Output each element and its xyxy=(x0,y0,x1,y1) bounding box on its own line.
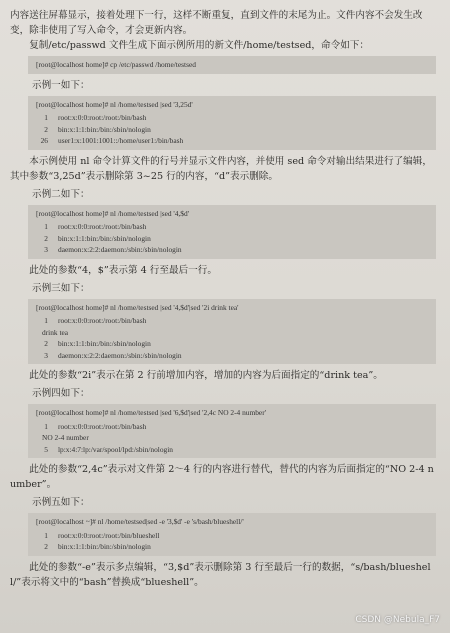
code-line xyxy=(36,221,430,233)
csdn-watermark: CSDN @Nebula_F7 xyxy=(355,615,440,625)
code-line-replaced xyxy=(36,432,430,444)
line-number: 1 xyxy=(44,113,48,122)
example-2-label: 示例二如下： xyxy=(32,188,90,200)
code-line xyxy=(36,233,430,245)
line-text: root:x:0:0:root:/root:/bin/bash xyxy=(58,421,147,431)
code-block-example-2 xyxy=(28,205,436,259)
code-line xyxy=(36,135,430,147)
code-line xyxy=(36,315,430,327)
code-command: [root@localhost home]# nl /home/testsed |sed '3,25d' xyxy=(36,99,193,109)
line-number: 2 xyxy=(44,124,48,134)
code-block-copy xyxy=(28,56,436,74)
code-line-inserted xyxy=(36,327,430,339)
code-block-example-5 xyxy=(28,513,436,556)
code-command: [root@localhost home]# nl /home/testsed |sed '4,$d' xyxy=(36,208,189,218)
line-number: 26 xyxy=(40,136,48,145)
code-line xyxy=(36,338,430,350)
line-text: bin:x:1:1:bin:/bin:/sbin/nologin xyxy=(58,339,151,348)
paragraph-example-4-explanation: 此处的参数“2,4c”表示对文件第 2～4 行的内容进行替代，替代的内容为后面指定的“NO 2-4 number”。 xyxy=(10,464,434,490)
line-number: 2 xyxy=(44,339,48,348)
line-text: root:x:0:0:root:/root:/bin/blueshell xyxy=(58,530,160,540)
line-text: bin:x:1:1:bin:/bin:/sbin/nologin xyxy=(58,233,151,243)
code-line xyxy=(36,112,430,124)
line-text: user1:x:1001:1001::/home/user1:/bin/bash xyxy=(58,136,184,145)
paragraph-example-2-explanation: 此处的参数“4，$”表示第 4 行至最后一行。 xyxy=(29,264,217,276)
line-number: 2 xyxy=(44,233,48,243)
code-command: [root@localhost home]# nl /home/testsed |sed '6,$d'|sed '2,4c NO 2-4 number' xyxy=(36,408,266,417)
line-number: 2 xyxy=(44,542,48,551)
line-number: 3 xyxy=(44,245,48,254)
code-block-example-1 xyxy=(28,96,436,150)
paragraph-example-3-explanation: 此处的参数“2i”表示在第 2 行前增加内容，增加的内容为后面指定的“drink tea”。 xyxy=(29,370,383,381)
line-text: daemon:x:2:2:daemon:/sbin:/sbin/nologin xyxy=(58,350,182,360)
inserted-text: drink tea xyxy=(42,327,69,337)
example-1-label: 示例一如下： xyxy=(32,79,90,91)
code-block-example-3 xyxy=(28,299,436,365)
code-line xyxy=(36,530,430,542)
line-number: 5 xyxy=(44,444,48,454)
line-text: daemon:x:2:2:daemon:/sbin:/sbin/nologin xyxy=(58,245,182,254)
code-command: [root@localhost home]# cp /etc/passwd /home/testsed xyxy=(36,60,196,69)
code-command: [root@localhost ~]# nl /home/testsed|sed -e '3,$d' -e 's/bash/blueshell/' xyxy=(36,517,244,526)
code-line xyxy=(36,244,430,256)
code-line xyxy=(36,124,430,136)
code-line xyxy=(36,444,430,456)
example-4-label: 示例四如下： xyxy=(32,388,90,399)
code-block-example-4 xyxy=(28,404,436,458)
paragraph-copy-instruction: 复制/etc/passwd 文件生成下面示例所用的新文件/home/testsed，命令如下： xyxy=(29,40,369,51)
paragraph-intro: 内容送往屏幕显示，接着处理下一行，这样不断重复，直到文件的末尾为止。文件内容不会发生改变，除非使用了写入命令，才会更新内容。 xyxy=(10,10,423,36)
paragraph-example-5-explanation: 此处的参数“-e”表示多点编辑，“3,$d”表示删除第 3 行至最后一行的数据，“s/bash/blueshell/”表示将文中的“bash”替换成“blueshell”。 xyxy=(10,561,431,588)
line-text: bin:x:1:1:bin:/bin:/sbin/nologin xyxy=(58,542,151,551)
example-5-label: 示例五如下： xyxy=(32,497,90,508)
code-command: [root@localhost home]# nl /home/testsed |sed '4,$d'|sed '2i drink tea' xyxy=(36,302,239,312)
line-text: root:x:0:0:root:/root:/bin/bash xyxy=(58,316,147,325)
code-line xyxy=(36,350,430,362)
code-line xyxy=(36,421,430,433)
line-text: bin:x:1:1:bin:/bin:/sbin/nologin xyxy=(58,124,151,134)
line-number: 1 xyxy=(44,316,48,325)
replaced-text: NO 2-4 number xyxy=(42,433,89,442)
example-3-label: 示例三如下： xyxy=(32,282,90,294)
line-number: 1 xyxy=(44,530,48,540)
paragraph-example-1-explanation: 本示例使用 nl 命令计算文件的行号并显示文件内容，并使用 sed 命令对输出结果进行了编辑，其中参数“3,25d”表示删除第 3~25 行的内容，“d”表示删除。 xyxy=(10,155,432,182)
line-text: root:x:0:0:root:/root:/bin/bash xyxy=(58,113,147,122)
line-text: lp:x:4:7:lp:/var/spool/lpd:/sbin/nologin xyxy=(58,444,173,454)
code-line xyxy=(36,541,430,553)
line-number: 1 xyxy=(44,222,48,231)
line-text: root:x:0:0:root:/root:/bin/bash xyxy=(58,222,147,231)
line-number: 1 xyxy=(44,421,48,431)
line-number: 3 xyxy=(44,350,48,360)
